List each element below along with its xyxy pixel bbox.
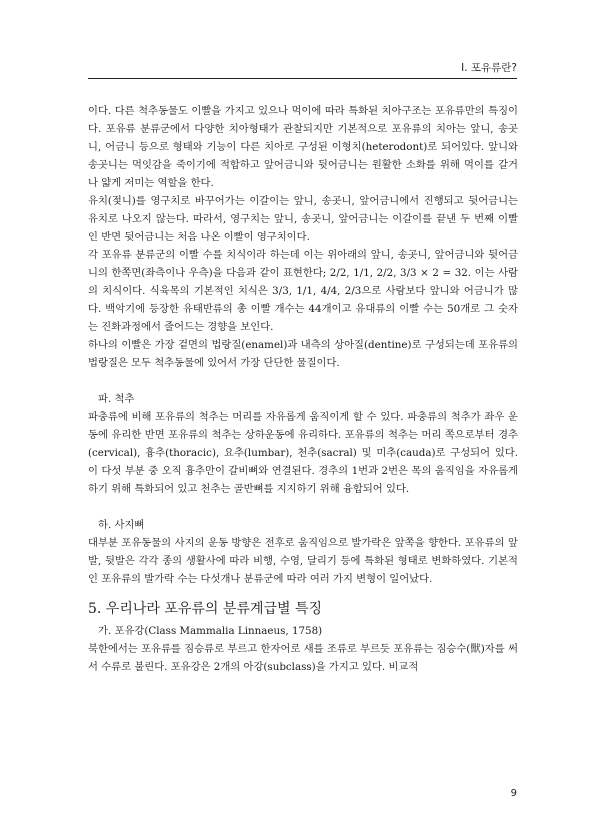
paragraph-dental-formula: 각 포유류 분류군의 이빨 수를 치식이라 하는데 이는 위아래의 앞니, 송곳니, 앞어금니와 뒷어금니의 한쪽면(좌측이나 우측)을 다음과 같이 표현한다; 2/2, 1/1, 2/2, 3/3 × 2 = 32. 이는 사람의 치식이다. 식육목의 기본적인 치식은 3/3, 1/1, 4/4, 2/3으로 사람보다 앞니와 어금니가 많다. 백악기에 등장한 유태반류의 총 이빨 개수는 44개이고 유대류의 이빨 수는 50개로 그 숫자는 진화과정에서 줄어드는 경향을 보인다. — [88, 249, 518, 333]
page-number: 9 — [510, 788, 517, 799]
paragraph-enamel: 하나의 이빨은 가장 겉면의 법랑질(enamel)과 내측의 상아질(dentine)로 구성되는데 포유류의 법랑질은 모두 척추동물에 있어서 가장 단단한 물질이다. — [88, 339, 518, 369]
subheading-spine: 파. 척추 — [98, 393, 135, 405]
section-heading: 5. 우리나라 포유류의 분류계급별 특징 — [88, 601, 323, 617]
spacer — [88, 498, 518, 516]
spacer — [88, 372, 518, 390]
paragraph-teeth-structure: 이다. 다른 척추동물도 이빨을 가지고 있으나 먹이에 따라 특화된 치아구조는 포유류만의 특징이다. 포유류 분류군에서 다양한 치아형태가 관찰되지만 기본적으로 포유류의 치아는 앞니, 송곳니, 어금니 등으로 형태와 기능이 다른 치아로 구성된 이형치(heterodont)로 되어있다. 앞니와 송곳니는 먹잇감을 죽이기에 적합하고 앞어금니와 뒷어금니는 원활한 소화를 위해 먹이를 갈거나 얇게 저미는 역할을 한다. — [88, 105, 518, 189]
subheading-class-mammalia: 가. 포유강(Class Mammalia Linnaeus, 1758) — [98, 625, 323, 637]
paragraph-spine: 파충류에 비해 포유류의 척추는 머리를 자유롭게 움직이게 할 수 있다. 파충류의 척추가 좌우 운동에 유리한 반면 포유류의 척추는 상하운동에 유리하다. 포유류의 척추는 머리 쪽으로부터 경추(cervical), 흉추(thoracic), 요추(lumbar), 천추(sacral) 및 미추(cauda)로 구성되어 있다. 이 다섯 부분 중 오직 흉추만이 갈비뼈와 연결된다. 경추의 1번과 2번은 목의 움직임을 자유롭게 하기 위해 특화되어 있고 천추는 골반뼈를 지지하기 위해 융합되어 있다. — [88, 411, 518, 495]
paragraph-limbs: 대부분 포유동물의 사지의 운동 방향은 전후로 움직임으로 발가락은 앞쪽을 향한다. 포유류의 앞발, 뒷발은 각각 종의 생활사에 따라 비행, 수영, 달리기 등에 특화된 형태로 변화하였다. 기본적인 포유류의 발가락 수는 다섯개나 분류군에 따라 여러 가지 변형이 일어났다. — [88, 537, 518, 585]
subheading-limbs: 하. 사지뼈 — [98, 519, 145, 531]
running-header — [88, 56, 517, 79]
page-body — [88, 102, 518, 676]
paragraph-class-mammalia: 북한에서는 포유류를 짐승류로 부르고 한자어로 새를 조류로 부르듯 포유류는 짐승수(獸)자를 써서 수류로 불린다. 포유강은 2개의 아강(subclass)을 가지고 있다. 비교적 — [88, 643, 518, 673]
header-title: I. 포유류란? — [461, 62, 517, 74]
paragraph-teeth-replacement: 유치(젖니)를 영구치로 바꾸어가는 이갈이는 앞니, 송곳니, 앞어금니에서 진행되고 뒷어금니는 유치로 나오지 않는다. 따라서, 영구치는 앞니, 송곳니, 앞어금니는 이갈이를 끝낸 두 번째 이빨인 반면 뒷어금니는 처음 나온 이빨이 영구치이다. — [88, 195, 518, 243]
